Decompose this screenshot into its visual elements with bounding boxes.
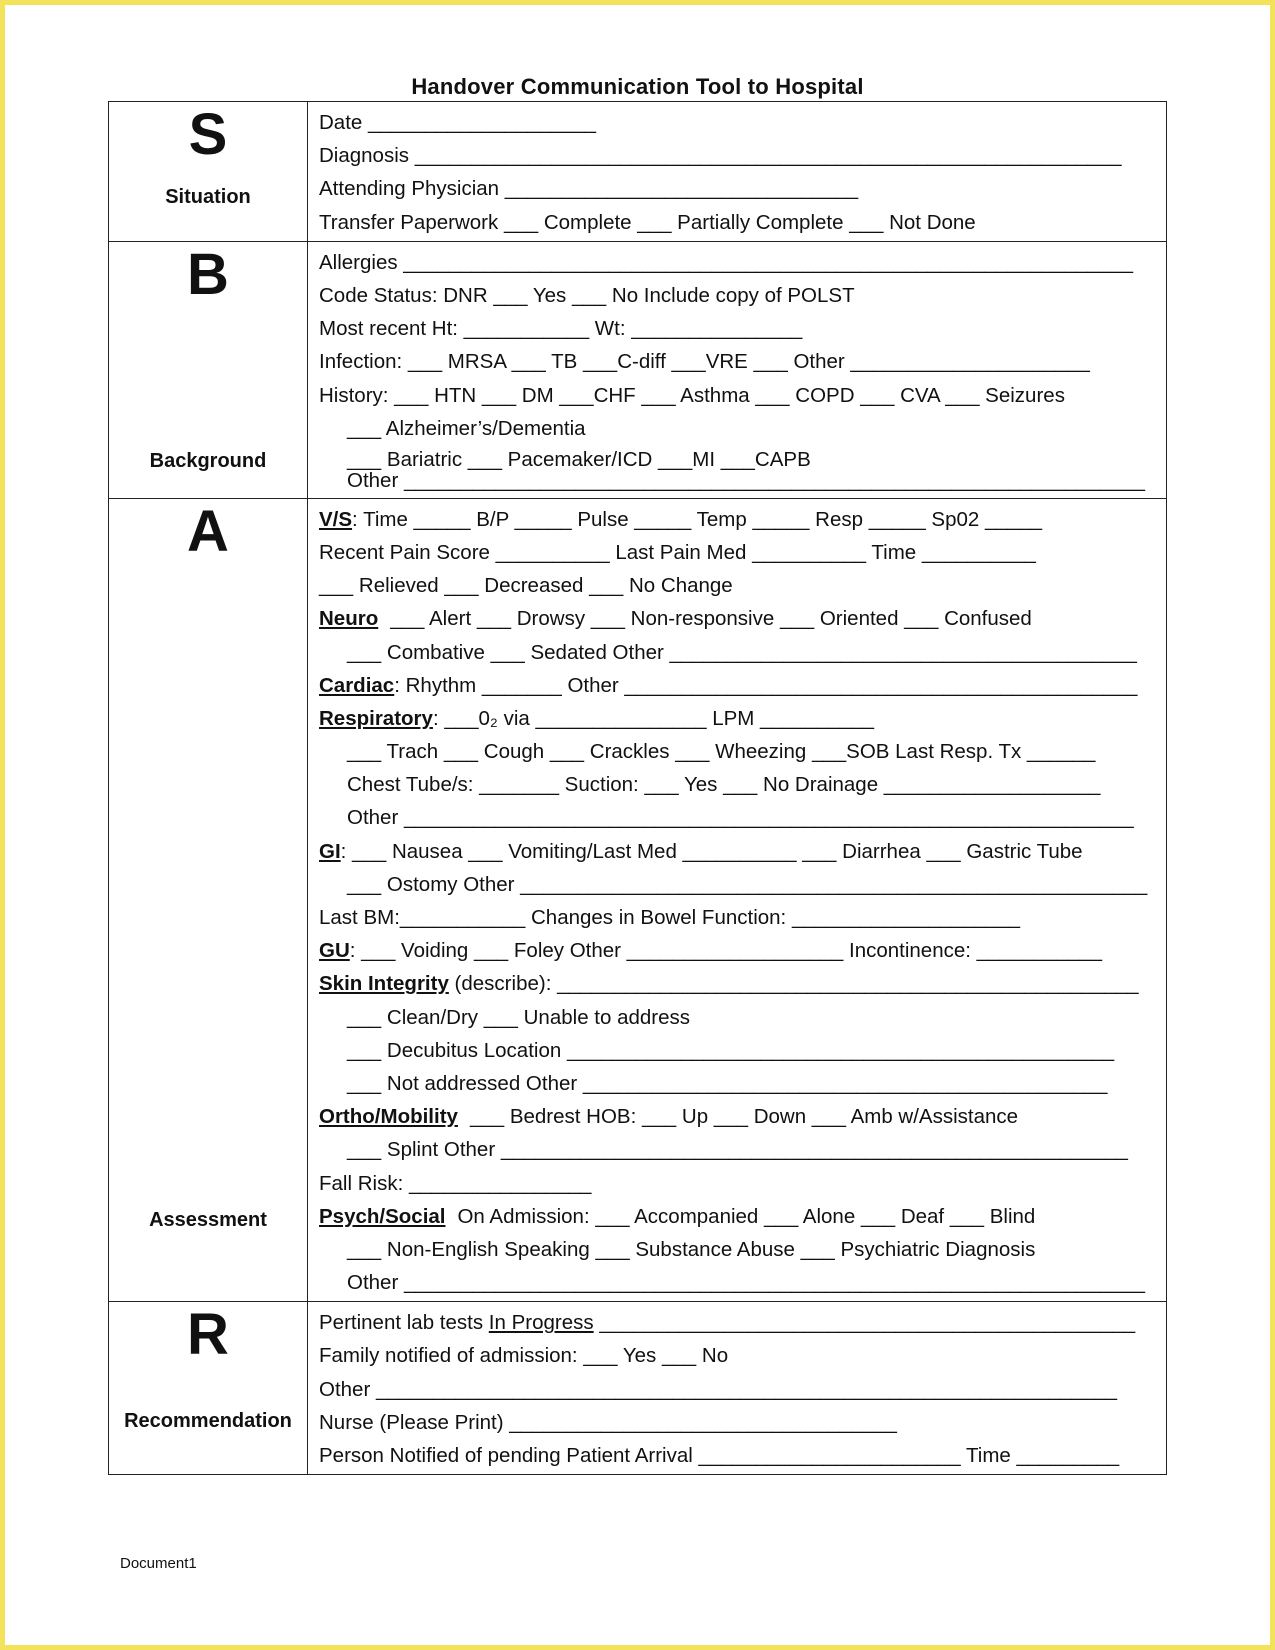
- fall-risk-field[interactable]: Fall Risk: ________________: [319, 1171, 592, 1195]
- section-background: [109, 241, 1167, 498]
- respiratory-label: Respiratory: [319, 706, 433, 730]
- section-header-situation: [109, 102, 308, 242]
- history-other-field[interactable]: Other _________________________________________________________________: [347, 468, 1146, 492]
- section-body-situation: [308, 102, 1167, 242]
- section-header-assessment: [109, 498, 308, 1302]
- sbar-form: [108, 101, 1167, 1475]
- skin-integrity-label: Skin Integrity: [319, 972, 449, 996]
- section-header-recommendation: [109, 1302, 308, 1475]
- gu-label: GU: [319, 939, 350, 963]
- code-status-field[interactable]: Code Status: DNR ___ Yes ___ No Include copy of POLST: [319, 283, 855, 307]
- lab-tests-field[interactable]: [319, 1308, 1166, 1341]
- cardiac-field[interactable]: [319, 671, 1166, 704]
- gi-label: GI: [319, 839, 341, 863]
- neuro-label: Neuro: [319, 607, 379, 631]
- psych-social-label: Psych/Social: [319, 1204, 446, 1228]
- vital-signs-label: V/S: [319, 507, 353, 531]
- history-field[interactable]: History: ___ HTN ___ DM ___CHF ___ Asthma ___ COPD ___ CVA ___ Seizures: [319, 383, 1065, 407]
- last-bm-field[interactable]: Last BM:___________ Changes in Bowel Function: ____________________: [319, 906, 1020, 929]
- section-recommendation: [109, 1302, 1167, 1475]
- ortho-mobility-text: ___ Bedrest HOB: ___ Up ___ Down ___ Amb w/Assistance: [469, 1105, 1019, 1129]
- gi-text: : ___ Nausea ___ Vomiting/Last Med __________ ___ Diarrhea ___ Gastric Tube: [340, 839, 1083, 863]
- section-label: Background: [149, 449, 267, 472]
- person-notified-field[interactable]: Person Notified of pending Patient Arrival _______________________ Time _________: [319, 1444, 1120, 1467]
- lab-tests-line: _______________________________________________: [593, 1311, 1136, 1335]
- date-field[interactable]: Date ____________________: [319, 111, 597, 134]
- psych-social-field[interactable]: [319, 1202, 1166, 1235]
- section-label: Recommendation: [124, 1410, 292, 1433]
- section-letter: B: [187, 241, 229, 307]
- diagnosis-field[interactable]: Diagnosis ______________________________________________________________: [319, 144, 1122, 168]
- footer-document-name: Document1: [120, 1555, 197, 1572]
- nurse-name-field[interactable]: Nurse (Please Print) __________________________________: [319, 1410, 897, 1434]
- chest-tube-field[interactable]: Chest Tube/s: _______ Suction: ___ Yes ___ No Drainage ___________________: [347, 773, 1101, 797]
- neuro-text: ___ Alert ___ Drowsy ___ Non-responsive ___ Oriented ___ Confused: [390, 607, 1032, 631]
- skin-clean-field[interactable]: ___ Clean/Dry ___ Unable to address: [347, 1005, 691, 1029]
- respiratory-other-field[interactable]: Other ________________________________________________________________: [347, 806, 1134, 830]
- section-assessment: [109, 498, 1167, 1302]
- section-letter: S: [188, 102, 228, 167]
- history-bariatric-field[interactable]: ___ Bariatric ___ Pacemaker/ICD ___MI ___CAPB: [347, 447, 811, 471]
- vital-signs-field[interactable]: [319, 505, 1166, 538]
- respiratory-field[interactable]: [319, 704, 1166, 737]
- section-body-assessment: [308, 498, 1167, 1302]
- section-header-background: [109, 241, 308, 498]
- in-progress-label: In Progress: [488, 1311, 594, 1335]
- skin-integrity-text: (describe): ___________________________________________________: [448, 972, 1139, 996]
- skin-integrity-field[interactable]: [319, 969, 1166, 1002]
- vital-signs-text: : Time _____ B/P _____ Pulse _____ Temp _____ Resp _____ Sp02 _____: [352, 507, 1042, 531]
- recommendation-other-field[interactable]: Other _________________________________________________________________: [319, 1377, 1118, 1401]
- attending-physician-field[interactable]: Attending Physician _______________________________: [319, 177, 859, 201]
- family-notified-field[interactable]: Family notified of admission: ___ Yes ___ No: [319, 1344, 729, 1368]
- section-letter: R: [187, 1302, 229, 1368]
- gu-field[interactable]: [319, 936, 1166, 969]
- section-label: Assessment: [149, 1208, 267, 1231]
- psych-social-text: On Admission: ___ Accompanied ___ Alone ___ Deaf ___ Blind: [457, 1204, 1036, 1228]
- respiratory-symptoms-field[interactable]: ___ Trach ___ Cough ___ Crackles ___ Wheezing ___SOB Last Resp. Tx ______: [347, 740, 1096, 764]
- psych-speaking-field[interactable]: ___ Non-English Speaking ___ Substance Abuse ___ Psychiatric Diagnosis: [347, 1237, 1036, 1261]
- pain-score-field[interactable]: Recent Pain Score __________ Last Pain Med __________ Time __________: [319, 540, 1036, 564]
- section-body-recommendation: [308, 1302, 1167, 1475]
- gi-ostomy-field[interactable]: ___ Ostomy Other _______________________________________________________: [347, 872, 1148, 896]
- infection-field[interactable]: Infection: ___ MRSA ___ TB ___C-diff ___VRE ___ Other _____________________: [319, 350, 1090, 374]
- transfer-paperwork-field[interactable]: Transfer Paperwork ___ Complete ___ Partially Complete ___ Not Done: [319, 210, 976, 234]
- cardiac-text: : Rhythm _______ Other _____________________________________________: [394, 673, 1138, 697]
- gu-text: : ___ Voiding ___ Foley Other ___________________ Incontinence: ___________: [349, 939, 1103, 963]
- psych-other-field[interactable]: Other _________________________________________________________________: [347, 1271, 1146, 1295]
- allergies-field[interactable]: Allergies ________________________________________________________________: [319, 250, 1133, 274]
- section-situation: [109, 102, 1167, 242]
- height-weight-field[interactable]: Most recent Ht: ___________ Wt: _______________: [319, 317, 803, 341]
- neuro-combative-field[interactable]: ___ Combative ___ Sedated Other _________________________________________: [347, 640, 1137, 664]
- pain-relief-field[interactable]: ___ Relieved ___ Decreased ___ No Change: [319, 574, 733, 598]
- ortho-mobility-label: Ortho/Mobility: [319, 1105, 458, 1129]
- skin-not-addressed-field[interactable]: ___ Not addressed Other ______________________________________________: [347, 1071, 1108, 1095]
- ortho-mobility-field[interactable]: [319, 1102, 1166, 1135]
- cardiac-label: Cardiac: [319, 673, 395, 697]
- skin-decubitus-field[interactable]: ___ Decubitus Location ________________________________________________: [347, 1038, 1115, 1062]
- respiratory-text: : ___0₂ via _______________ LPM __________: [432, 706, 875, 730]
- ortho-splint-field[interactable]: ___ Splint Other _______________________________________________________: [347, 1138, 1128, 1162]
- lab-tests-label: Pertinent lab tests: [319, 1311, 489, 1335]
- gi-field[interactable]: [319, 837, 1166, 870]
- section-body-background: [308, 241, 1167, 498]
- section-letter: A: [187, 498, 229, 564]
- neuro-field[interactable]: [319, 604, 1166, 637]
- history-dementia-field[interactable]: ___ Alzheimer’s/Dementia: [347, 416, 586, 440]
- section-label: Situation: [165, 186, 251, 208]
- page-title: Handover Communication Tool to Hospital: [411, 74, 864, 99]
